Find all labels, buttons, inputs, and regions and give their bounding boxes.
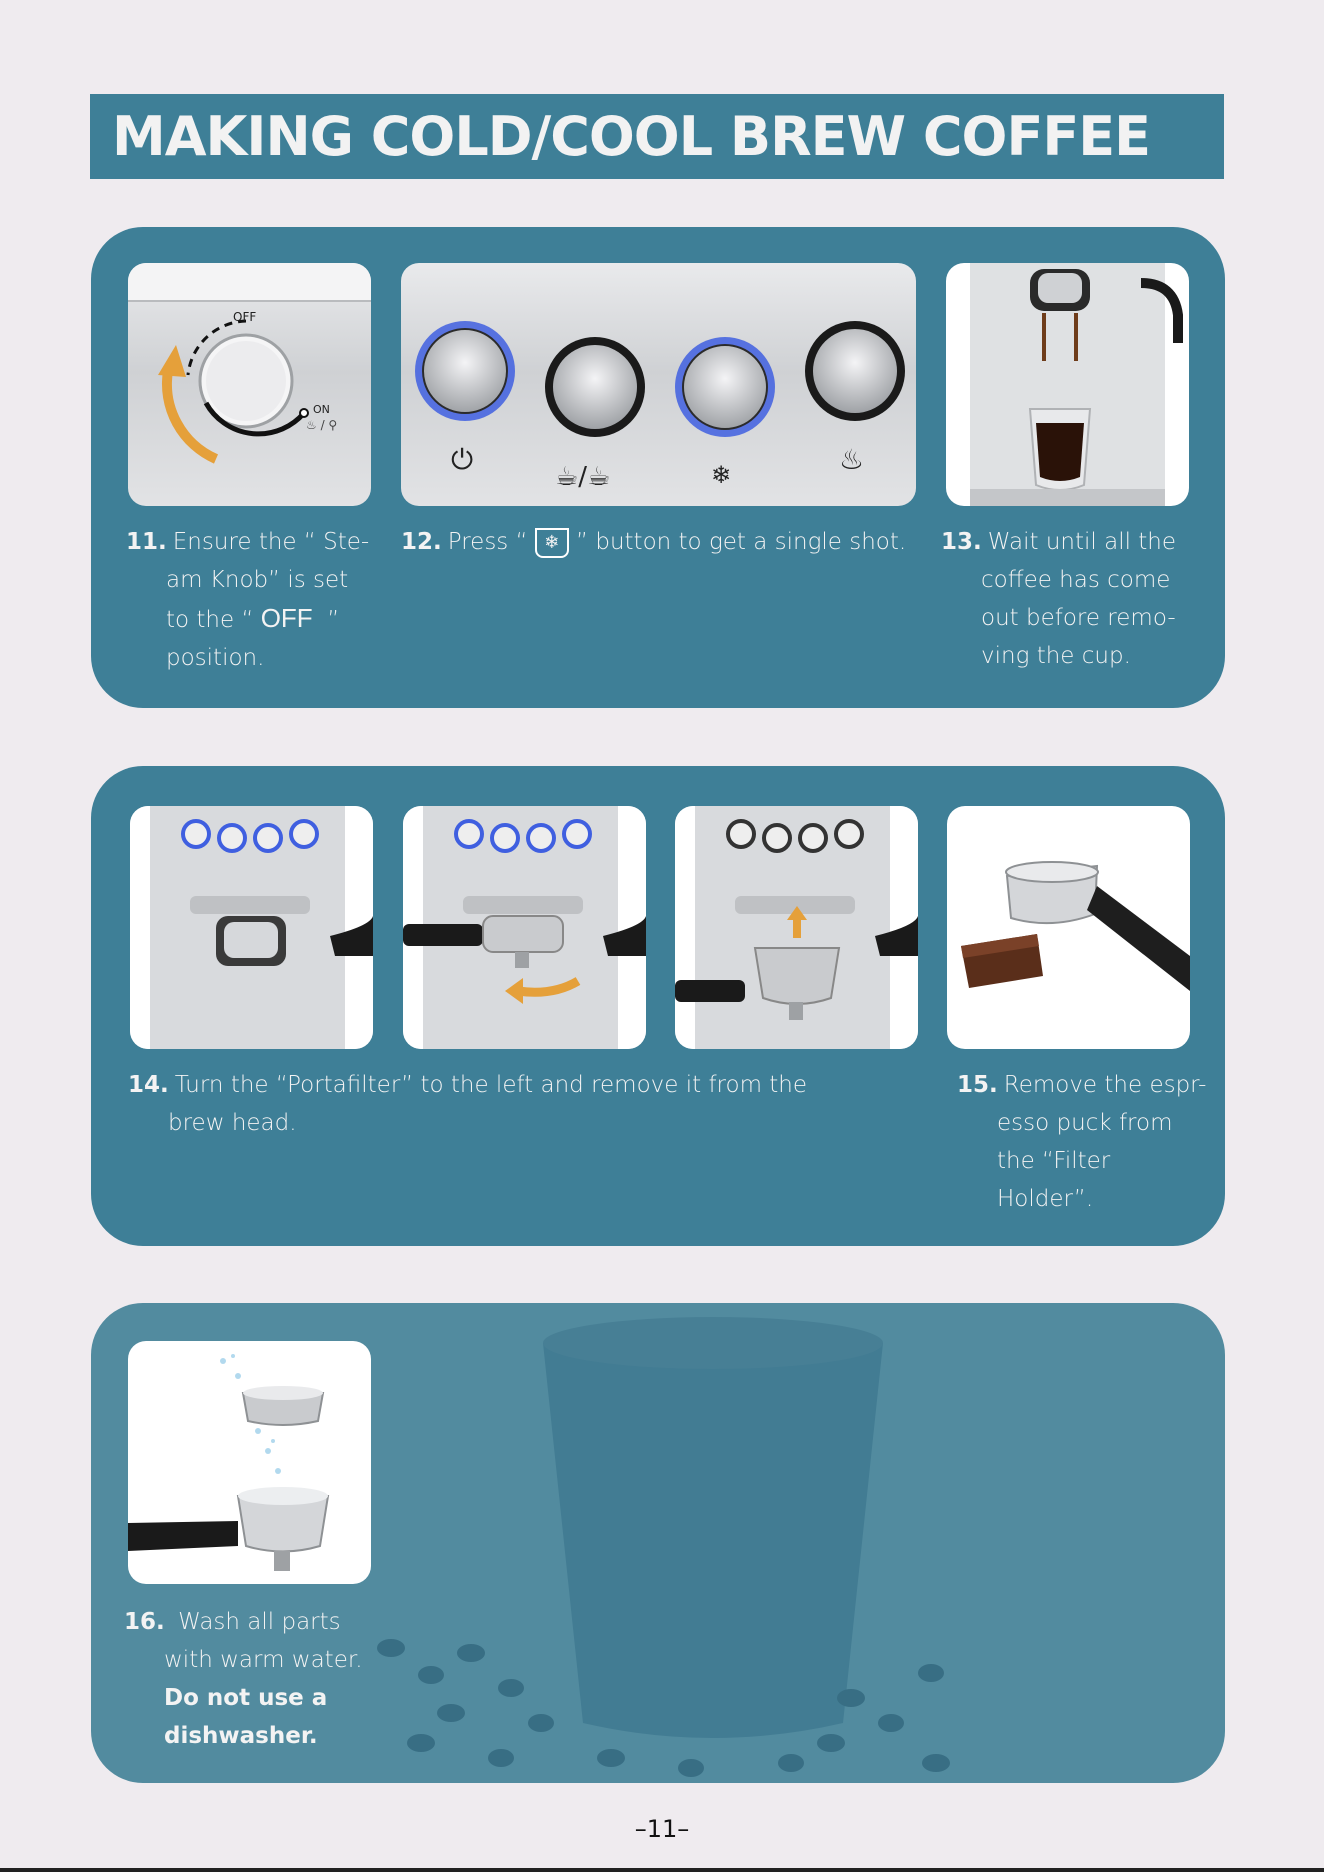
step-14: 14. Turn the “Portafilter” to the left and remove it from the brew head. [128,1072,808,1136]
portafilter-turning-photo [403,806,646,1049]
svg-text:❄: ❄ [711,461,732,489]
bottom-border [0,1868,1324,1872]
brewing-illustration [946,263,1189,506]
steam-knob-illustration [128,263,371,506]
warning-text: dishwasher. [164,1723,318,1749]
warning-text: Do not use a [164,1685,328,1711]
step-16: 16. Wash all parts with warm water. Do not use a dishwasher. [124,1603,363,1755]
page-title: MAKING COLD/COOL BREW COFFEE [112,105,1150,168]
svg-text:☕/☕: ☕/☕ [555,462,611,492]
panel-steps-11-13 [91,227,1225,708]
espresso-puck-photo [947,806,1190,1049]
svg-text:⏻: ⏻ [451,443,474,476]
knob-on-label: ON [313,403,330,416]
off-setting-label: OFF [260,603,313,633]
puck-illustration [947,806,1190,1049]
portafilter-removed-photo [675,806,918,1049]
machine-illustration-3 [675,806,918,1049]
washing-illustration [128,1341,371,1584]
button-panel-photo [401,263,916,506]
step-number: 11. [126,529,167,555]
svg-text:♨ / ⚲: ♨ / ⚲ [306,418,338,432]
step-12: 12. Press “ ❄ ” button to get a single shot. [401,523,906,561]
step-15: 15. Remove the espr- esso puck from the “Filter Holder”. [957,1072,1207,1212]
title-bar [90,94,1224,179]
machine-illustration-2 [403,806,646,1049]
step-number: 12. [401,529,442,555]
cold-brew-button-icon: ❄ [535,528,569,558]
step-11: 11. Ensure the “ Ste- am Knob” is set to the “ OFF ” position. [126,529,370,671]
steam-knob-photo [128,263,371,506]
step-number: 15. [957,1072,998,1098]
coffee-cup-photo [946,263,1189,506]
panel-steps-14-15 [91,766,1225,1246]
page-number: –11– [634,1815,690,1843]
button-panel-illustration [401,263,916,506]
step-number: 13. [941,529,982,555]
svg-text:♨: ♨ [839,443,865,476]
portafilter-locked-photo [130,806,373,1049]
machine-illustration-1 [130,806,373,1049]
washing-parts-photo [128,1341,371,1584]
step-number: 14. [128,1072,169,1098]
step-number: 16. [124,1609,165,1635]
step-13: 13. Wait until all the coffee has come out before remo- ving the cup. [941,529,1177,669]
knob-off-label: OFF [233,310,257,324]
panel-step-16 [91,1303,1225,1783]
